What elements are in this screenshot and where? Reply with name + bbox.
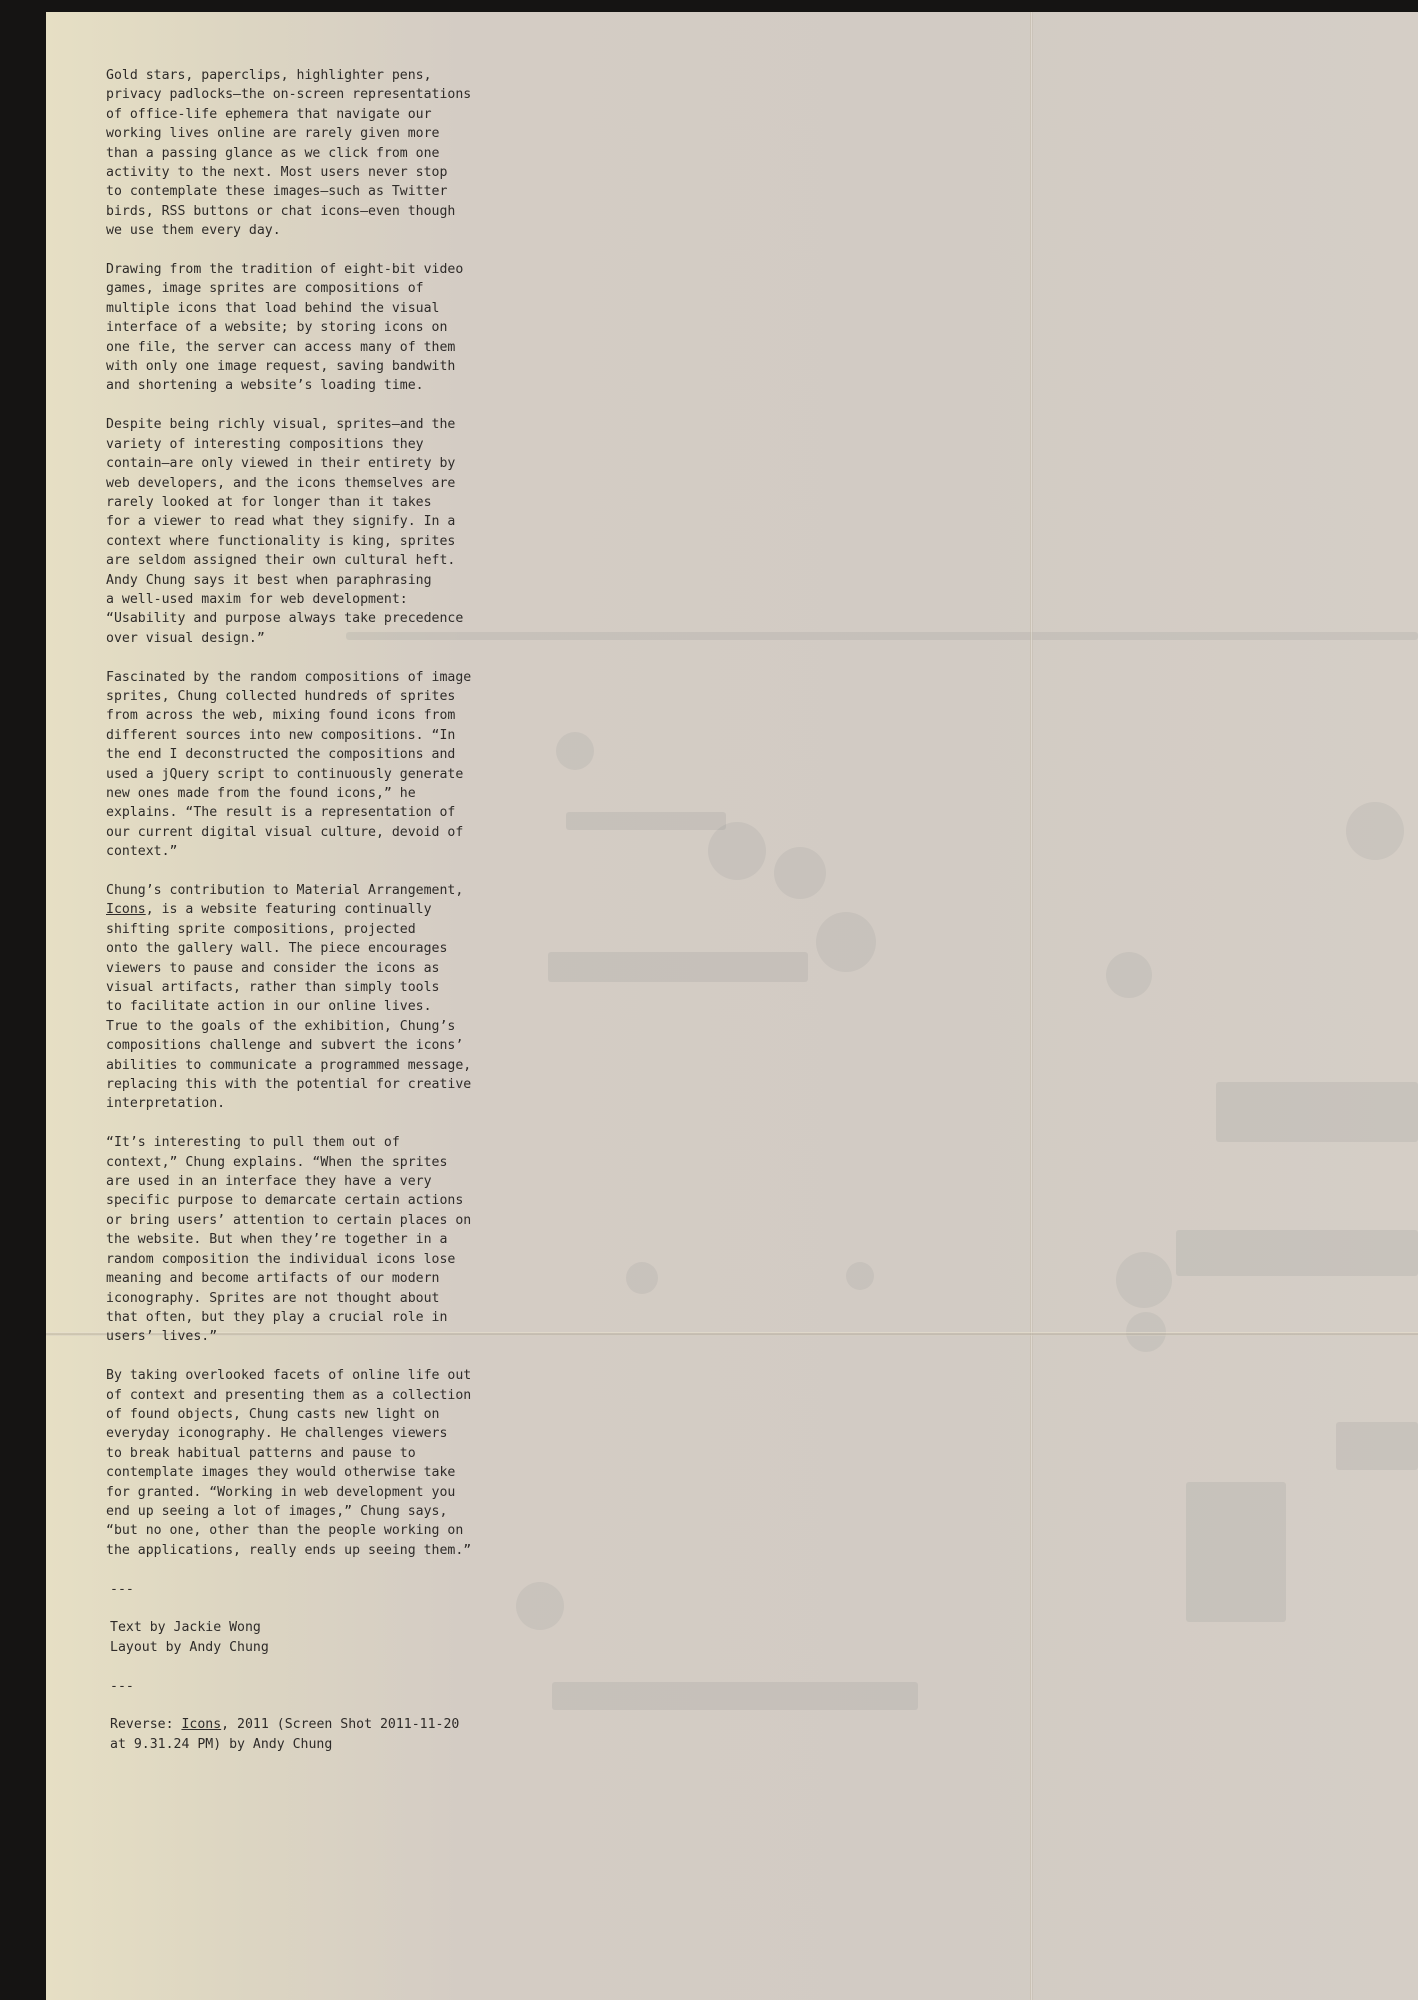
article-paragraph-5 bbox=[106, 881, 526, 1114]
show-through-mark bbox=[1106, 952, 1152, 998]
show-through-bar bbox=[566, 812, 726, 830]
reverse-label: Reverse: bbox=[110, 1717, 182, 1733]
separator-2: --- bbox=[110, 1678, 134, 1694]
vertical-fold-line bbox=[1030, 12, 1033, 2000]
article-column bbox=[106, 66, 526, 1754]
paragraph-5-rest: , is a website featuring continually shifting sprite compositions, projected onto the gallery wall. The piece encourages viewers to pause and consider the icons as visual artifacts, rather than simply tools to facilitate action in our online lives. True to the goals of the exhibition, Chung’s compositions challenge and subvert the icons’ abilities to communicate a programmed message, replacing this with the potential for creative interpretation. bbox=[106, 902, 472, 1112]
article-paragraph-6: “It’s interesting to pull them out of context,” Chung explains. “When the sprites are used in an interface they have a very specific purpose to demarcate certain actions or bring users’ attention to certain places on the website. But when they’re together in a random composition the individual icons lose meaning and become artifacts of our modern iconography. Sprites are not thought about that often, but they play a crucial role in users’ lives.” bbox=[106, 1135, 472, 1345]
article-paragraph-2: Drawing from the tradition of eight-bit video games, image sprites are compositions of multiple icons that load behind the visual interface of a website; by storing icons on one file, the server can access many of them with only one image request, saving bandwith and shortening a website’s loading time. bbox=[106, 262, 464, 394]
show-through-bar bbox=[1176, 1230, 1418, 1276]
icons-title-link: Icons bbox=[106, 902, 146, 918]
article-paragraph-7: By taking overlooked facets of online life out of context and presenting them as a collection of found objects, Chung casts new light on everyday iconography. He challenges viewers to break habitual patterns and pause to contemplate images they would otherwise take for granted. “Working in web development you end up seeing a lot of images,” Chung says, “but no one, other than the people working on the applications, really ends up seeing them.” bbox=[106, 1368, 472, 1558]
show-through-mark bbox=[1346, 802, 1404, 860]
show-through-mark bbox=[816, 912, 876, 972]
show-through-mark bbox=[626, 1262, 658, 1294]
show-through-bar bbox=[548, 952, 808, 982]
article-paragraph-4: Fascinated by the random compositions of image sprites, Chung collected hundreds of sprites from across the web, mixing found icons from different sources into new compositions. “In the end I deconstructed the compositions and used a jQuery script to continuously generate new ones made from the found icons,” he explains. “The result is a representation of our current digital visual culture, devoid of context.” bbox=[106, 669, 472, 860]
paragraph-5-lead: Chung’s contribution to Material Arrangement, bbox=[106, 883, 464, 898]
show-through-bar bbox=[1216, 1082, 1418, 1142]
separator-1: --- bbox=[110, 1581, 134, 1597]
show-through-bar bbox=[552, 1682, 918, 1710]
reverse-caption bbox=[106, 1715, 526, 1754]
layout-credit: Layout by Andy Chung bbox=[110, 1639, 269, 1655]
show-through-bar bbox=[1186, 1482, 1286, 1622]
show-through-mark bbox=[708, 822, 766, 880]
show-through-mark bbox=[846, 1262, 874, 1290]
article-paragraph-1: Gold stars, paperclips, highlighter pens, privacy padlocks—the on-screen representations of office-life ephemera that navigate our working lives online are rarely given more than a passing glance as we click from one activity to the next. Most users never stop to contemplate these images—such as Twitter birds, RSS buttons or chat icons—even though we use them every day. bbox=[106, 68, 472, 239]
show-through-mark bbox=[1116, 1252, 1172, 1308]
show-through-mark bbox=[556, 732, 594, 770]
reverse-icons-link: Icons bbox=[181, 1717, 222, 1733]
reverse-caption-rest: , 2011 (Screen Shot 2011-11-20 at 9.31.24 PM) by Andy Chung bbox=[110, 1717, 460, 1752]
folded-paper-sheet bbox=[46, 12, 1418, 2000]
show-through-mark bbox=[774, 847, 826, 899]
text-credit: Text by Jackie Wong bbox=[110, 1620, 261, 1636]
show-through-bar bbox=[1336, 1422, 1418, 1470]
article-paragraph-3: Despite being richly visual, sprites—and the variety of interesting compositions they contain—are only viewed in their entirety by web developers, and the icons themselves are rarely looked at for longer than it takes for a viewer to read what they signify. In a context where functionality is king, sprites are seldom assigned their own cultural heft. Andy Chung says it best when paraphrasing a well-used maxim for web development: “Usability and purpose always take precedence over visual design.” bbox=[106, 417, 464, 646]
